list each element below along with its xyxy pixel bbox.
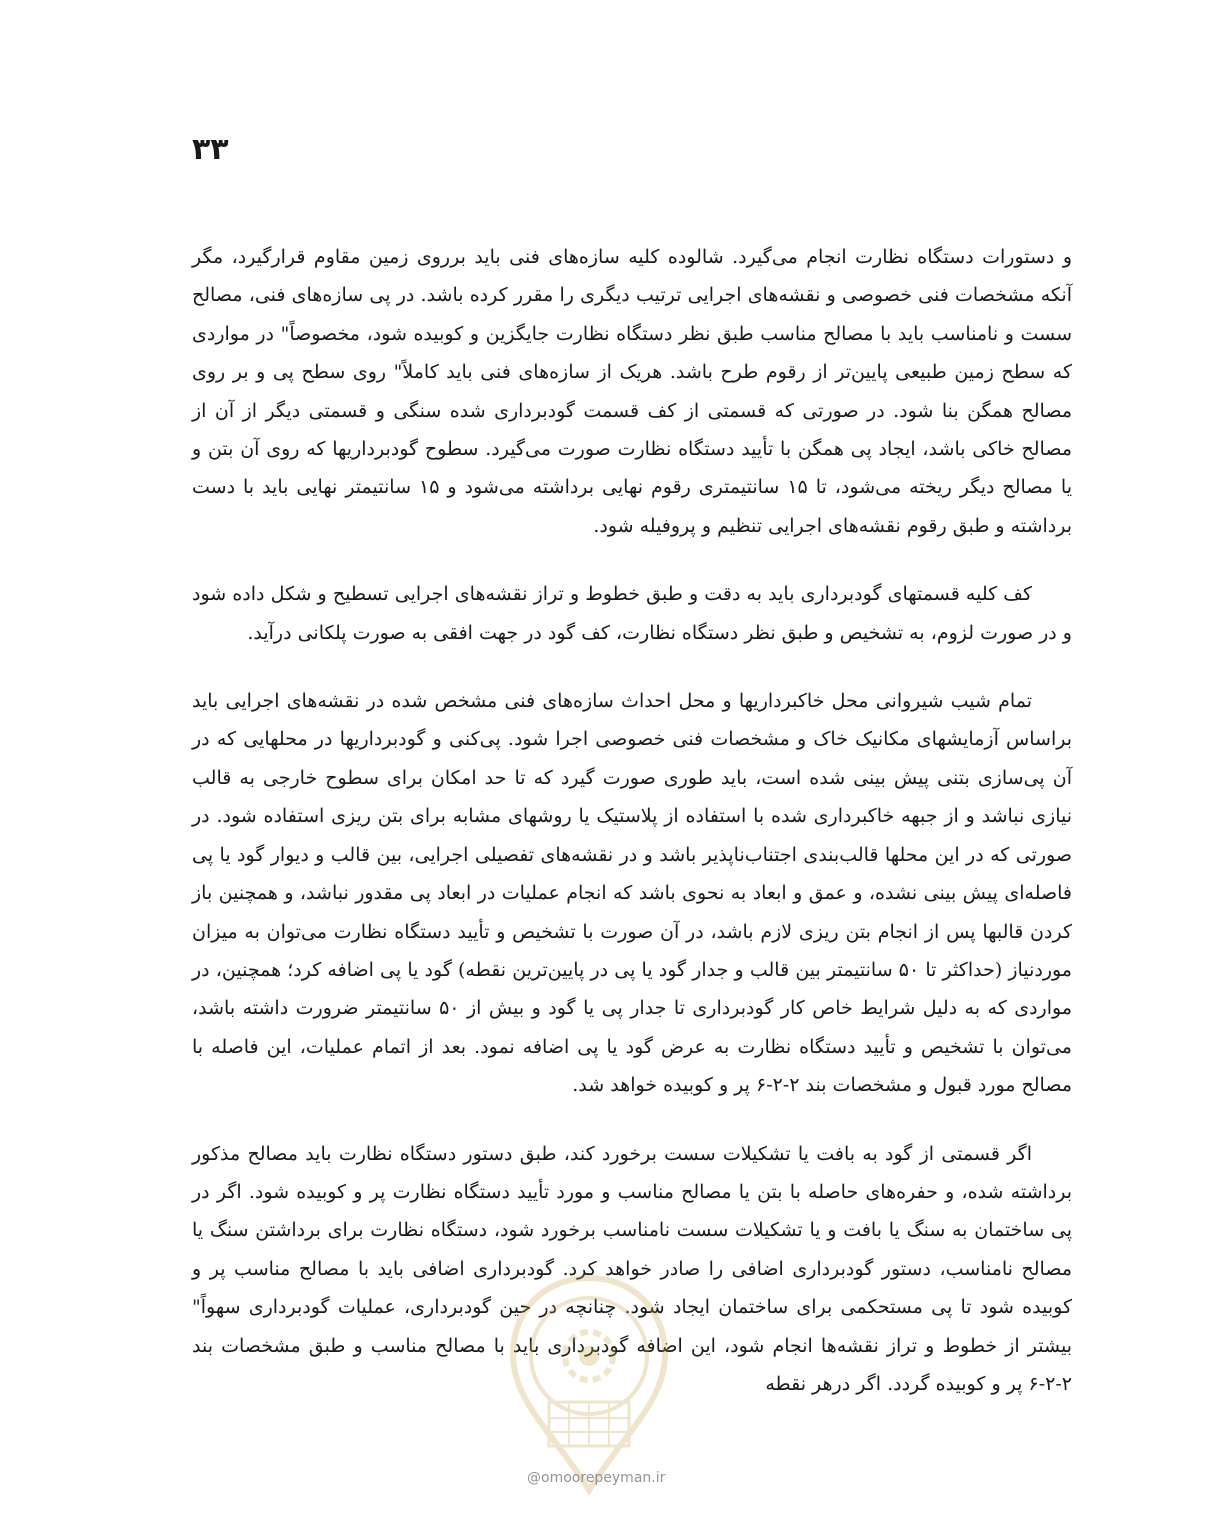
document-body [192, 238, 1072, 1403]
paragraph-2: کف کلیه قسمتهای گودبرداری باید به دقت و طبق خطوط و تراز نقشه‌های اجرایی تسطیح و شکل داده شود و در صورت لزوم، به تشخیص و طبق نظر دستگاه نظارت، کف گود در جهت افقی به صورت پلکانی درآید. [192, 583, 1072, 644]
paragraph-3: تمام شیب شیروانی محل خاکبرداریها و محل احداث سازه‌های فنی مشخص شده در نقشه‌های اجرایی باید براساس آزمایشهای مکانیک خاک و مشخصات فنی خصوصی اجرا شود. پی‌کنی و گودبرداریها در محلهایی که در آن پی‌سازی بتنی پیش بینی شده است، باید طوری صورت گیرد که تا حد امکان برای سطوح خارجی به قالب نیازی نباشد و از جبهه خاکبرداری شده با استفاده از پلاستیک یا روشهای مشابه برای بتن ریزی استفاده شود. در صورتی که در این محلها قالب‌بندی اجتناب‌ناپذیر باشد و در نقشه‌های تفصیلی اجرایی، بین قالب و دیوار گود یا پی فاصله‌ای پیش بینی نشده، و عمق و ابعاد به نحوی باشد که انجام عملیات در ابعاد پی مقدور نباشد، و همچنین باز کردن قالبها پس از انجام بتن ریزی لازم باشد، در آن صورت با تشخیص و تأیید دستگاه نظارت می‌توان به میزان موردنیاز (حداکثر تا ۵۰ سانتیمتر بین قالب و جدار گود یا پی در پایین‌ترین نقطه) گود یا پی اضافه کرد؛ همچنین، در مواردی که به دلیل شرایط خاص کار گودبرداری تا جدار پی یا گود و بیش از ۵۰ سانتیمتر ضرورت داشته باشد، می‌توان با تشخیص و تأیید دستگاه نظارت به عرض گود یا پی اضافه نمود. بعد از اتمام عملیات، این فاصله با مصالح مورد قبول و مشخصات بند ۲-۲-۶ پر و کوبیده خواهد شد. [192, 690, 1073, 1097]
paragraph-4: اگر قسمتی از گود به بافت یا تشکیلات سست برخورد کند، طبق دستور دستگاه نظارت باید مصالح مذکور برداشته شده، و حفره‌های حاصله با بتن یا مصالح مناسب و مورد تأیید دستگاه نظارت پر و کوبیده شود. اگر در پی ساختمان به سنگ یا بافت و یا تشکیلات سست نامناسب برخورد شود، دستگاه نظارت برای برداشتن سنگ یا مصالح نامناسب، دستور گودبرداری اضافی را صادر خواهد کرد. گودبرداری اضافی باید با مصالح مناسب پر و کوبیده شود تا پی مستحکمی برای ساختمان ایجاد شود. چنانچه در حین گودبرداری، عملیات گودبرداری سهواً" بیشتر از خطوط و تراز نقشه‌ها انجام شود، این اضافه گودبرداری باید با مصالح مناسب و طبق مشخصات بند ۲-۲-۶ پر و کوبیده گردد. اگر درهر نقطه [192, 1142, 1072, 1395]
watermark-url: @omoorepeyman.ir [527, 1470, 666, 1486]
paragraph-1: و دستورات دستگاه نظارت انجام می‌گیرد. شالوده کلیه سازه‌های فنی باید برروی زمین مقاوم قرارگیرد، مگر آنکه مشخصات فنی خصوصی و نقشه‌های اجرایی ترتیب دیگری را مقرر کرده باشد. در پی سازه‌های فنی، مصالح سست و نامناسب باید با مصالح مناسب طبق نظر دستگاه نظارت جایگزین و کوبیده شود، مخصوصاً" در مواردی که سطح زمین طبیعی پایین‌تر از رقوم طرح باشد. هریک از سازه‌های فنی باید کاملاً" روی سطح پی و بر روی مصالح همگن بنا شود. در صورتی که قسمتی از کف قسمت گودبرداری شده سنگی و قسمتی دیگر از آن از مصالح خاکی باشد، ایجاد پی همگن با تأیید دستگاه نظارت صورت می‌گیرد. سطوح گودبرداریها که روی آن بتن و یا مصالح دیگر ریخته می‌شود، تا ۱۵ سانتیمتری رقوم نهایی برداشته می‌شود و ۱۵ سانتیمتر نهایی باید با دست برداشته و طبق رقوم نقشه‌های اجرایی تنظیم و پروفیله شود. [192, 246, 1072, 537]
page-number: ۳۳ [192, 132, 229, 167]
